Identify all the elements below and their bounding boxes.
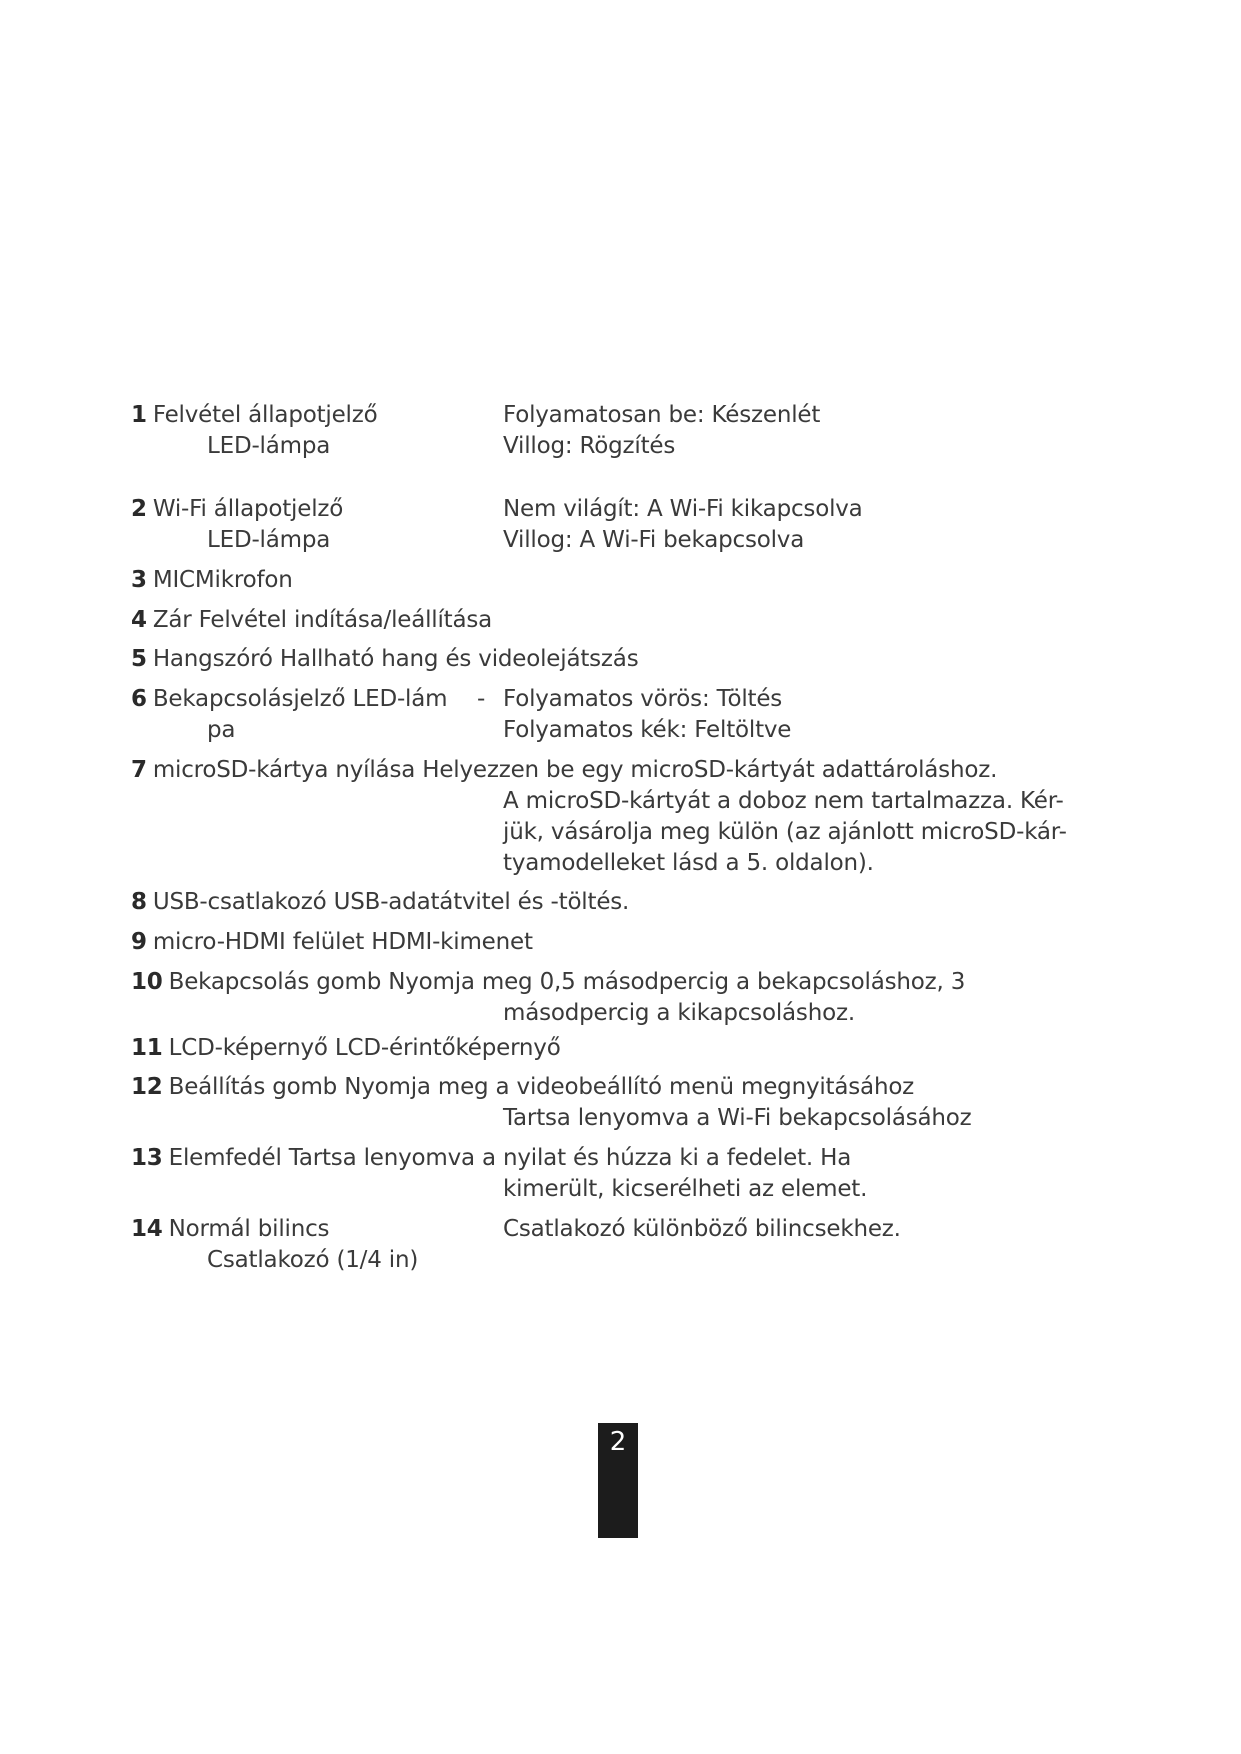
item-number: 13 <box>131 1145 163 1171</box>
item-text: Hangszóró Hallható hang és videolejátszás <box>152 646 639 672</box>
item-6-name <box>131 684 447 714</box>
item-number: 9 <box>131 929 147 955</box>
item-3 <box>131 565 293 595</box>
item-9 <box>131 927 533 957</box>
page-number: 2 <box>609 1427 627 1457</box>
item-number: 1 <box>131 402 147 428</box>
item-number: 2 <box>131 496 147 522</box>
item-text: Zár Felvétel indítása/leállítása <box>152 607 493 633</box>
item-12-cont-1: Tartsa lenyomva a Wi-Fi bekapcsolásához <box>503 1105 972 1131</box>
item-text: USB-csatlakozó USB-adatátvitel és -töltés. <box>152 889 630 915</box>
item-number: 6 <box>131 686 147 712</box>
item-text: Bekapcsolás gomb Nyomja meg 0,5 másodpercig a bekapcsoláshoz, 3 <box>168 969 966 995</box>
item-1-name-cont: LED-lámpa <box>207 433 331 459</box>
item-2-desc: Nem világít: A Wi-Fi kikapcsolva <box>503 496 863 522</box>
item-number: 5 <box>131 646 147 672</box>
item-13 <box>131 1143 851 1173</box>
item-2-name <box>131 494 343 524</box>
item-6-desc-cont: Folyamatos kék: Feltöltve <box>503 717 792 743</box>
item-5 <box>131 644 638 674</box>
item-14-name-cont: Csatlakozó (1/4 in) <box>207 1247 419 1273</box>
item-8 <box>131 887 629 917</box>
item-text: Beállítás gomb Nyomja meg a videobeállító menü megnyitásához <box>168 1074 915 1100</box>
item-2-name-cont: LED-lámpa <box>207 527 331 553</box>
item-label: Normál bilincs <box>168 1216 330 1242</box>
item-6-desc: Folyamatos vörös: Töltés <box>503 686 783 712</box>
item-text: microSD-kártya nyílása Helyezzen be egy microSD-kártyát adattároláshoz. <box>152 757 998 783</box>
item-number: 4 <box>131 607 147 633</box>
item-14-desc: Csatlakozó különböző bilincsekhez. <box>503 1216 901 1242</box>
item-1-desc: Folyamatosan be: Készenlét <box>503 402 821 428</box>
item-1-desc-cont: Villog: Rögzítés <box>503 433 676 459</box>
item-7-cont-2: jük, vásárolja meg külön (az ajánlott microSD-kár- <box>503 819 1067 845</box>
item-text: LCD-képernyő LCD-érintőképernyő <box>168 1035 561 1061</box>
item-number: 11 <box>131 1035 163 1061</box>
item-label: Bekapcsolásjelző LED-lám <box>152 686 448 712</box>
item-7-cont-1: A microSD-kártyát a doboz nem tartalmazza. Kér- <box>503 788 1064 814</box>
item-number: 14 <box>131 1216 163 1242</box>
item-7 <box>131 755 997 785</box>
item-6-name-cont: pa <box>207 717 236 743</box>
item-10-cont-1: másodpercig a kikapcsoláshoz. <box>503 1000 855 1026</box>
item-1-name <box>131 400 378 430</box>
item-11 <box>131 1033 561 1063</box>
item-number: 12 <box>131 1074 163 1100</box>
item-12 <box>131 1072 914 1102</box>
item-number: 8 <box>131 889 147 915</box>
item-text: Elemfedél Tartsa lenyomva a nyilat és húzza ki a fedelet. Ha <box>168 1145 852 1171</box>
item-number: 7 <box>131 757 147 783</box>
item-label: Wi-Fi állapotjelző <box>152 496 344 522</box>
item-4 <box>131 605 492 635</box>
item-13-cont-1: kimerült, kicserélheti az elemet. <box>503 1176 868 1202</box>
item-label: Felvétel állapotjelző <box>152 402 378 428</box>
item-14-name <box>131 1214 329 1244</box>
item-7-cont-3: tyamodelleket lásd a 5. oldalon). <box>503 850 874 876</box>
item-6-dash: - <box>477 686 486 712</box>
item-2-desc-cont: Villog: A Wi-Fi bekapcsolva <box>503 527 805 553</box>
item-text: MICMikrofon <box>152 567 293 593</box>
item-number: 10 <box>131 969 163 995</box>
page-number-badge <box>598 1423 638 1538</box>
item-text: micro-HDMI felület HDMI-kimenet <box>152 929 533 955</box>
item-10 <box>131 967 965 997</box>
item-number: 3 <box>131 567 147 593</box>
